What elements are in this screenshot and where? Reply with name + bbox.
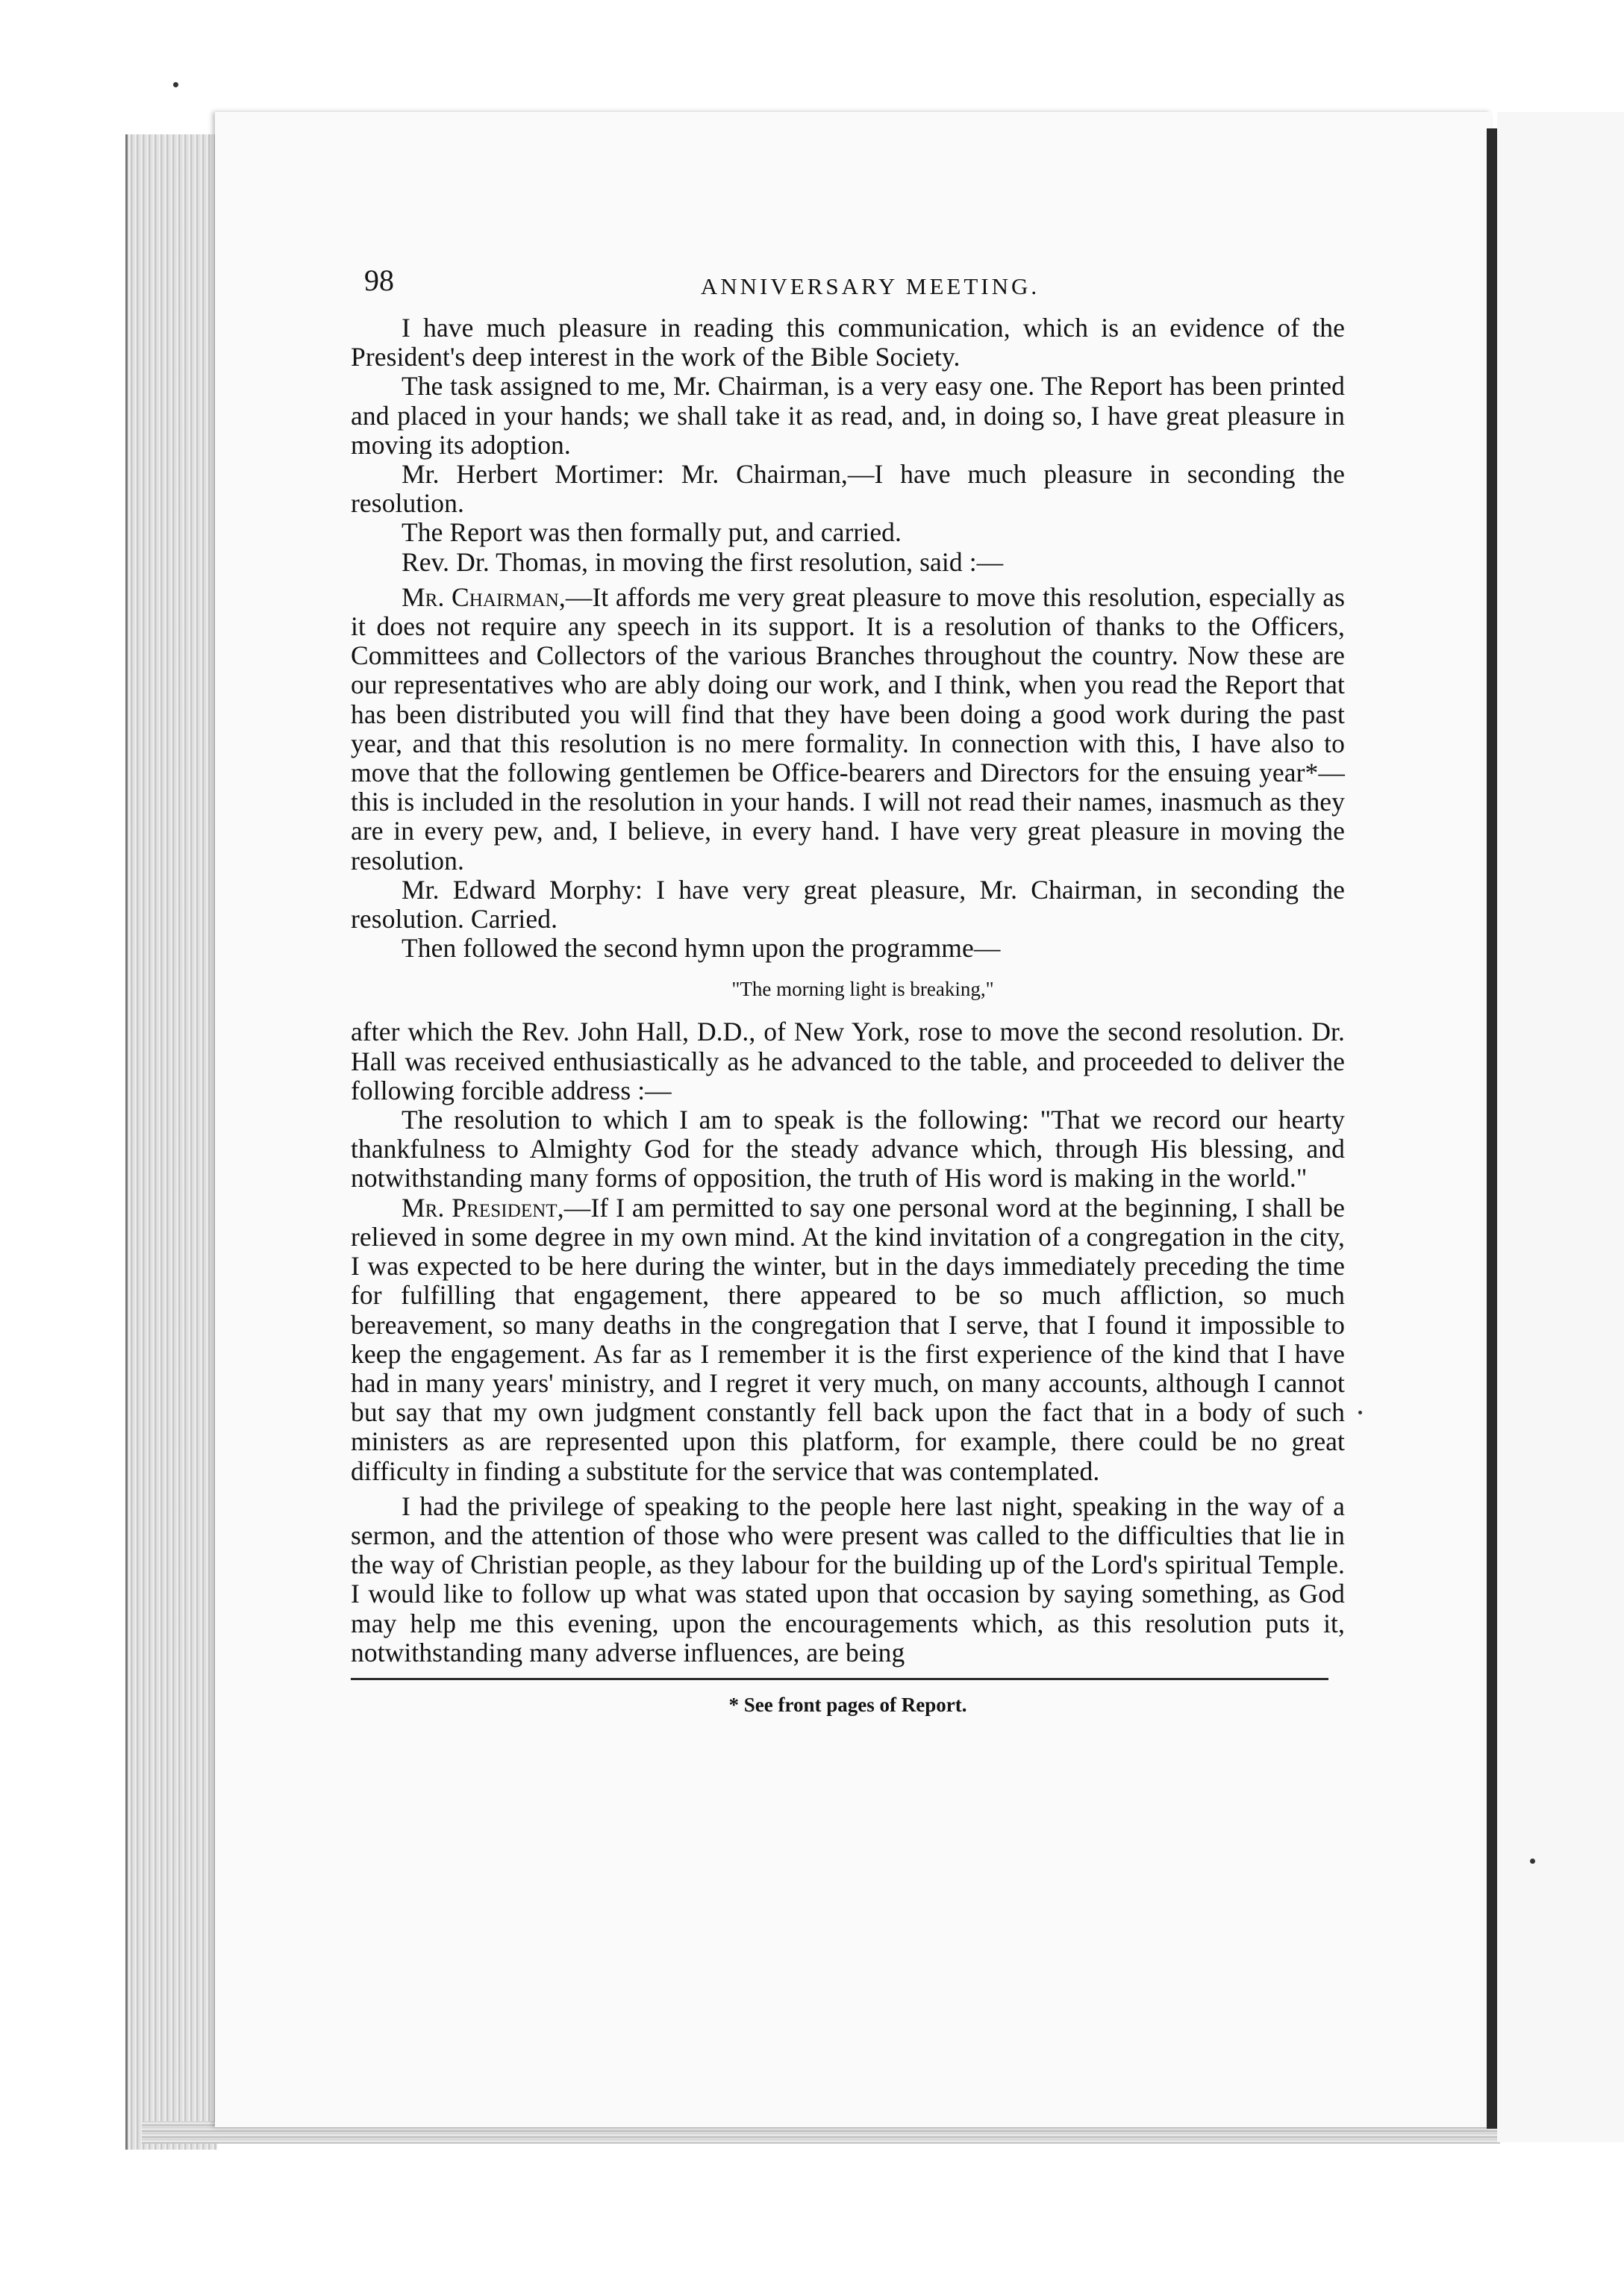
scan-speck — [1530, 1859, 1535, 1864]
paragraph: The task assigned to me, Mr. Chairman, is a very easy one. The Report has been printed and placed in your hands; we shall take it as read, and, in doing so, I have great pleasure in moving its adoption. — [351, 371, 1345, 460]
paragraph: Mr. Herbert Mortimer: Mr. Chairman,—I have much pleasure in seconding the resolution. — [351, 459, 1345, 519]
scan-speck — [173, 82, 178, 87]
paragraph — [351, 1193, 1345, 1486]
paragraph-text: —If I am permitted to say one personal word at the beginning, I shall be relieved in some degree in my own mind. At the kind invitation of a congregation in the city, I was expected to be here during the winter, but in the days immediately preceding the time for fulfilling that engagement, there appeared to be so much affliction, so much bereavement, so many deaths in the congregation that I serve, that I found it impossible to keep the engagement. As far as I remember it is the first experience of the kind that I have had in many years' ministry, and I regret it very much, on many accounts, although I cannot but say that my own judgment constantly fell back upon the fact that in a body of such ministers as are represented upon this platform, for example, there could be no great difficulty in finding a substitute for the service that was contemplated. — [351, 1192, 1345, 1486]
footnote: * See front pages of Report. — [728, 1693, 967, 1716]
scan-speck — [1358, 1411, 1362, 1414]
paragraph: Then followed the second hymn upon the programme— — [402, 933, 1001, 964]
paragraph: Mr. Edward Morphy: I have very great pleasure, Mr. Chairman, in seconding the resolution. Carried. — [351, 874, 1345, 934]
paragraph: I had the privilege of speaking to the people here last night, speaking in the way of a sermon, and the attention of those who were present was called to the difficulties that lie in the way of Christian people, as they labour for the building up of the Lord's spiritual Temple. I would like to follow up what was stated upon that occasion by saying something, as God may help me this evening, upon the encouragements which, as this resolution puts it, notwithstanding many adverse influences, are being — [351, 1491, 1345, 1667]
body-text — [351, 313, 1345, 1667]
speaker-address: Mr. President, — [402, 1192, 564, 1223]
page-number: 98 — [364, 263, 394, 297]
book-gutter — [1487, 128, 1497, 2129]
paragraph: The Report was then formally put, and carried. — [402, 517, 902, 548]
paragraph: Rev. Dr. Thomas, in moving the first resolution, said :— — [402, 546, 1004, 577]
paragraph: The resolution to which I am to speak is the following: "That we record our hearty thankfulness to Almighty God for the steady advance which, through His blessing, and notwithstanding many forms of opposition, the truth of His word is making in the world." — [351, 1105, 1345, 1193]
book-page-edges — [125, 134, 217, 2150]
paragraph-text: —It affords me very great pleasure to move this resolution, especially as it does not require any speech in its support. It is a resolution of thanks to the Officers, Committees and Collectors of the various Branches throughout the country. Now these are our representatives who are ably doing our work, and I think, when you read the Report that has been distributed you will find that they have been doing a good work during the past year, and that this resolution is no mere formality. In connection with this, I have also to move that the following gentlemen be Office-bearers and Directors for the ensuing year*—this is included in the resolution in your hands. I will not read their names, inasmuch as they are in every pew, and, I believe, in every hand. I have very great pleasure in moving the resolution. — [351, 581, 1345, 876]
running-title: ANNIVERSARY MEETING. — [700, 273, 1040, 299]
footnote-rule — [351, 1678, 1328, 1680]
paragraph: I have much pleasure in reading this communication, which is an evidence of the President's deep interest in the work of the Bible Society. — [351, 313, 1345, 372]
paragraph: after which the Rev. John Hall, D.D., of New York, rose to move the second resolution. Dr. Hall was received enthusiastically as he advanced to the table, and proceeded to deliver the following forcible address :— — [351, 1017, 1345, 1105]
paragraph — [351, 583, 1345, 876]
hymn-title: "The morning light is breaking," — [731, 978, 994, 1001]
facing-page — [1497, 112, 1624, 2142]
page-header — [351, 263, 1345, 313]
page-content — [351, 263, 1345, 1717]
speaker-address: Mr. Chairman, — [402, 581, 566, 612]
